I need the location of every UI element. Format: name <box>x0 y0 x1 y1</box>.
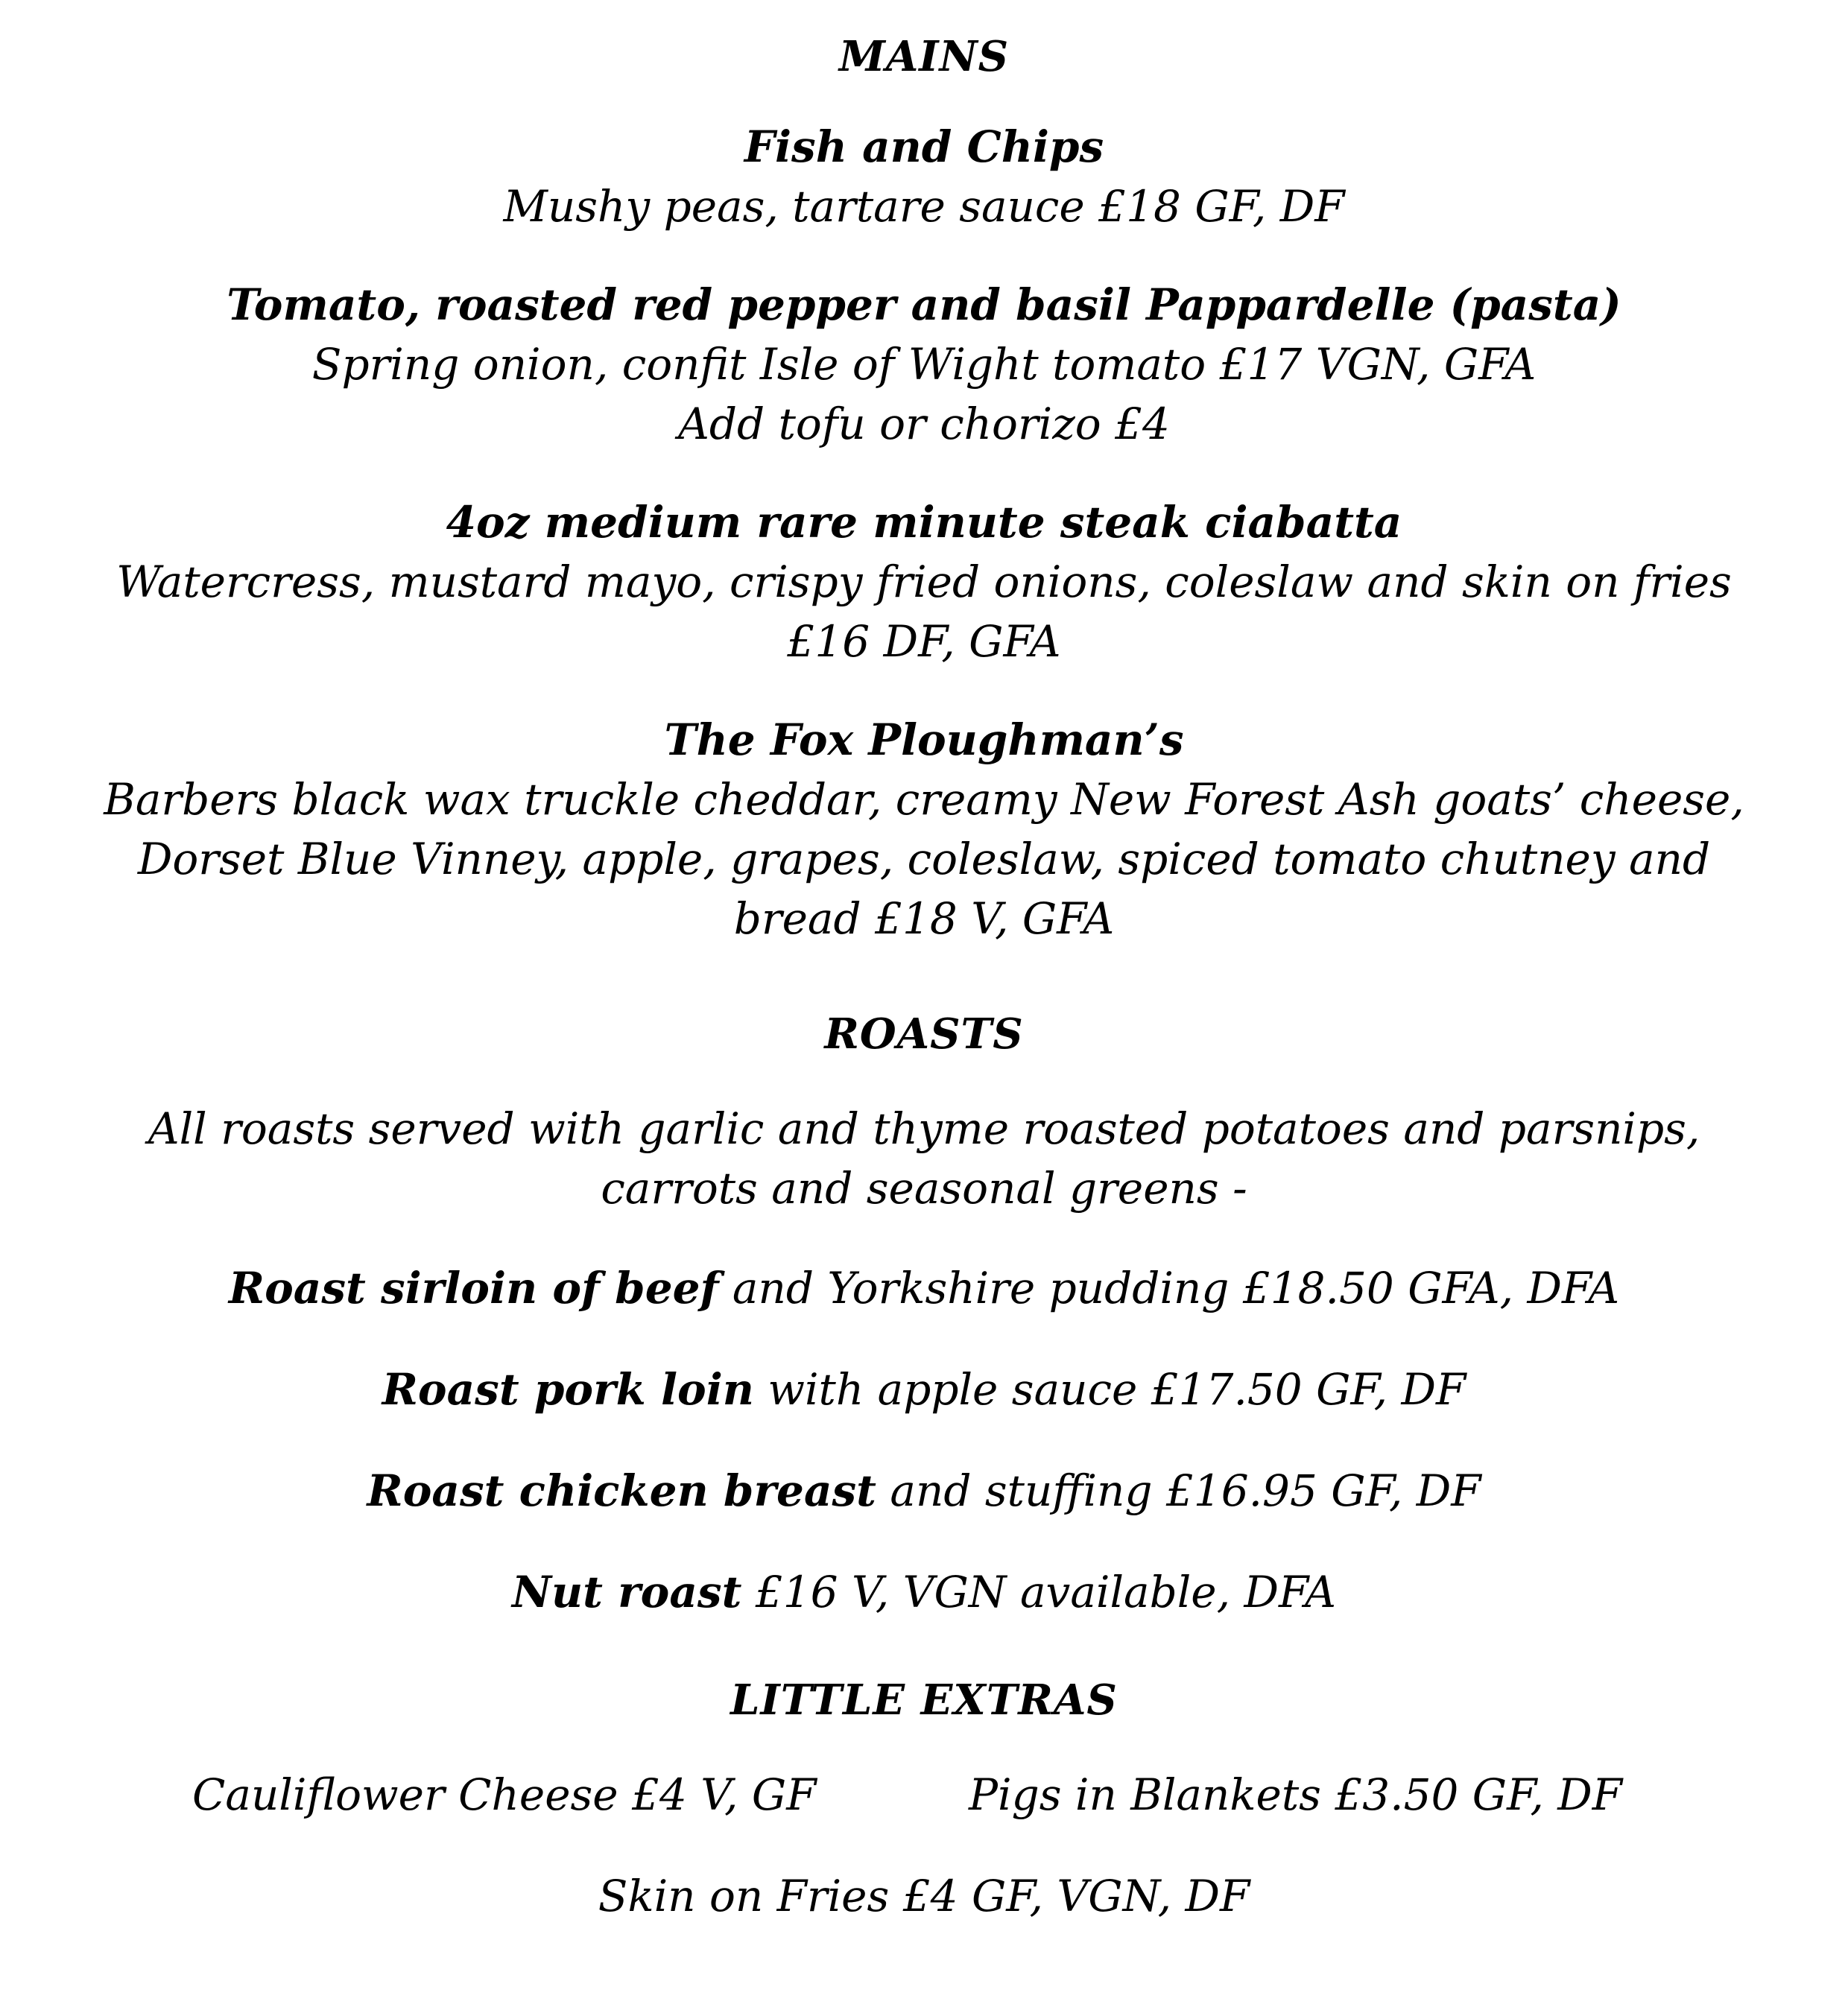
roast-item-nut-roast-detail: £16 V, VGN available, DFA <box>741 1567 1337 1617</box>
extra-item-skin-on-fries: Skin on Fries £4 GF, VGN, DF <box>598 1871 1250 1921</box>
dish-title-fish-and-chips: Fish and Chips <box>744 121 1104 172</box>
dish-desc-steak-ciabatta-line-2: £16 DF, GFA <box>787 616 1061 667</box>
roast-item-chicken-name: Roast chicken breast <box>367 1465 876 1516</box>
dish-desc-ploughmans-line-3: bread £18 V, GFA <box>733 893 1115 944</box>
dish-desc-steak-ciabatta-line-1: Watercress, mustard mayo, crispy fried onions, coleslaw and skin on fries <box>116 557 1732 607</box>
roast-item-pork <box>0 1364 1848 1415</box>
roast-item-nut-roast-name: Nut roast <box>511 1567 742 1617</box>
dish-desc-ploughmans-line-1: Barbers black wax truckle cheddar, creamy New Forest Ash goats’ cheese, <box>104 774 1744 825</box>
roast-item-beef-name: Roast sirloin of beef <box>228 1263 719 1313</box>
mains-heading: MAINS <box>838 32 1010 81</box>
dish-desc-ploughmans-line-2: Dorset Blue Vinney, apple, grapes, coleslaw, spiced tomato chutney and <box>137 834 1711 884</box>
roasts-intro-line-1: All roasts served with garlic and thyme roasted potatoes and parsnips, <box>148 1103 1700 1154</box>
roast-item-pork-detail: with apple sauce £17.50 GF, DF <box>753 1364 1466 1415</box>
roast-item-chicken-detail: and stuffing £16.95 GF, DF <box>876 1465 1481 1516</box>
dish-title-ploughmans: The Fox Ploughman’s <box>664 714 1184 765</box>
extra-item-pigs-in-blankets: Pigs in Blankets £3.50 GF, DF <box>969 1769 1622 1820</box>
roast-item-beef <box>0 1263 1848 1313</box>
dish-desc-pappardelle-line-1: Spring onion, confit Isle of Wight tomato £17 VGN, GFA <box>311 339 1537 390</box>
extra-item-cauliflower-cheese: Cauliflower Cheese £4 V, GF <box>192 1769 817 1820</box>
roast-item-pork-name: Roast pork loin <box>382 1364 754 1415</box>
dish-title-pappardelle: Tomato, roasted red pepper and basil Pappardelle (pasta) <box>227 279 1621 330</box>
extras-heading: LITTLE EXTRAS <box>730 1676 1118 1725</box>
dish-title-steak-ciabatta: 4oz medium rare minute steak ciabatta <box>446 497 1402 548</box>
roasts-heading: ROASTS <box>824 1009 1024 1059</box>
roast-item-nut-roast <box>0 1567 1848 1617</box>
roast-item-beef-detail: and Yorkshire pudding £18.50 GFA, DFA <box>718 1263 1620 1313</box>
roasts-intro-line-2: carrots and seasonal greens - <box>601 1163 1247 1214</box>
dish-desc-pappardelle-line-2: Add tofu or chorizo £4 <box>678 399 1170 449</box>
dish-desc-fish-and-chips: Mushy peas, tartare sauce £18 GF, DF <box>503 181 1345 232</box>
roast-item-chicken <box>0 1465 1848 1516</box>
